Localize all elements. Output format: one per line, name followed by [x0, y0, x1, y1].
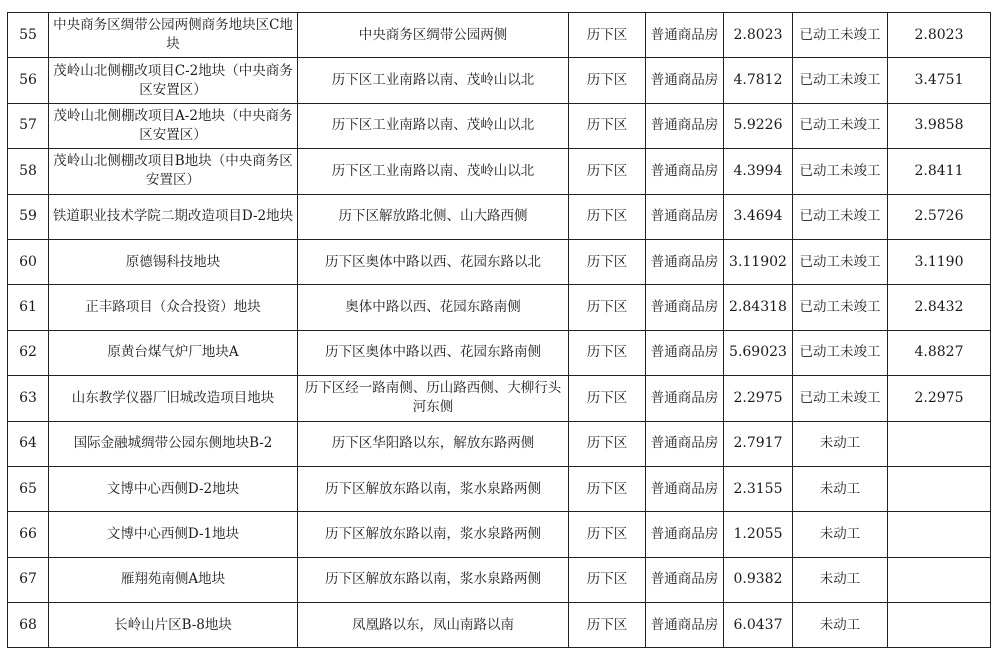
construction-status-cell: 已动工未竣工 — [793, 330, 888, 375]
district-cell: 历下区 — [569, 330, 646, 375]
row-number-cell: 67 — [8, 557, 49, 602]
district-cell: 历下区 — [569, 557, 646, 602]
row-number-cell: 55 — [8, 13, 49, 58]
housing-type-cell: 普通商品房 — [646, 421, 724, 466]
parcel-name-cell: 文博中心西侧D-2地块 — [49, 466, 298, 511]
area-secondary-cell: 2.5726 — [888, 194, 991, 239]
housing-type-cell: 普通商品房 — [646, 194, 724, 239]
area-cell: 3.4694 — [724, 194, 793, 239]
row-number-cell: 65 — [8, 466, 49, 511]
area-cell: 3.11902 — [724, 239, 793, 284]
parcel-name-cell: 长岭山片区B-8地块 — [49, 603, 298, 648]
location-cell: 历下区奥体中路以西、花园东路南侧 — [298, 330, 569, 375]
area-secondary-cell — [888, 466, 991, 511]
table-body — [8, 13, 991, 648]
parcel-name-cell: 茂岭山北侧棚改项目C-2地块（中央商务区安置区） — [49, 58, 298, 103]
area-cell: 2.2975 — [724, 376, 793, 421]
district-cell: 历下区 — [569, 58, 646, 103]
row-number-cell: 59 — [8, 194, 49, 239]
district-cell: 历下区 — [569, 421, 646, 466]
district-cell: 历下区 — [569, 285, 646, 330]
table-row — [8, 58, 991, 103]
housing-type-cell: 普通商品房 — [646, 512, 724, 557]
district-cell: 历下区 — [569, 376, 646, 421]
row-number-cell: 68 — [8, 603, 49, 648]
construction-status-cell: 未动工 — [793, 603, 888, 648]
parcel-name-cell: 茂岭山北侧棚改项目A-2地块（中央商务区安置区） — [49, 103, 298, 148]
area-secondary-cell — [888, 421, 991, 466]
housing-type-cell: 普通商品房 — [646, 103, 724, 148]
row-number-cell: 64 — [8, 421, 49, 466]
area-secondary-cell: 2.8432 — [888, 285, 991, 330]
parcel-name-cell: 原黄台煤气炉厂地块A — [49, 330, 298, 375]
district-cell: 历下区 — [569, 194, 646, 239]
table-row — [8, 239, 991, 284]
parcel-name-cell: 铁道职业技术学院二期改造项目D-2地块 — [49, 194, 298, 239]
parcel-name-cell: 文博中心西侧D-1地块 — [49, 512, 298, 557]
location-cell: 历下区解放东路以南，浆水泉路两侧 — [298, 557, 569, 602]
district-cell: 历下区 — [569, 13, 646, 58]
area-cell: 1.2055 — [724, 512, 793, 557]
area-cell: 4.7812 — [724, 58, 793, 103]
construction-status-cell: 已动工未竣工 — [793, 239, 888, 284]
row-number-cell: 57 — [8, 103, 49, 148]
district-cell: 历下区 — [569, 239, 646, 284]
district-cell: 历下区 — [569, 466, 646, 511]
location-cell: 历下区工业南路以南、茂岭山以北 — [298, 103, 569, 148]
area-cell: 2.8023 — [724, 13, 793, 58]
area-secondary-cell — [888, 603, 991, 648]
parcel-name-cell: 山东教学仪器厂旧城改造项目地块 — [49, 376, 298, 421]
housing-type-cell: 普通商品房 — [646, 285, 724, 330]
table-row — [8, 149, 991, 194]
construction-status-cell: 未动工 — [793, 557, 888, 602]
construction-status-cell: 已动工未竣工 — [793, 103, 888, 148]
table-row — [8, 376, 991, 421]
location-cell: 历下区经一路南侧、历山路西侧、大柳行头河东侧 — [298, 376, 569, 421]
row-number-cell: 60 — [8, 239, 49, 284]
construction-status-cell: 已动工未竣工 — [793, 194, 888, 239]
housing-type-cell: 普通商品房 — [646, 13, 724, 58]
housing-type-cell: 普通商品房 — [646, 466, 724, 511]
area-cell: 5.9226 — [724, 103, 793, 148]
construction-status-cell: 已动工未竣工 — [793, 149, 888, 194]
construction-status-cell: 已动工未竣工 — [793, 285, 888, 330]
location-cell: 历下区解放路北侧、山大路西侧 — [298, 194, 569, 239]
district-cell: 历下区 — [569, 103, 646, 148]
housing-type-cell: 普通商品房 — [646, 239, 724, 284]
parcel-name-cell: 原德锡科技地块 — [49, 239, 298, 284]
parcel-name-cell: 茂岭山北侧棚改项目B地块（中央商务区安置区） — [49, 149, 298, 194]
housing-type-cell: 普通商品房 — [646, 330, 724, 375]
area-secondary-cell: 3.9858 — [888, 103, 991, 148]
row-number-cell: 58 — [8, 149, 49, 194]
land-table-container — [7, 12, 991, 648]
table-row — [8, 103, 991, 148]
area-cell: 2.7917 — [724, 421, 793, 466]
area-secondary-cell: 2.8023 — [888, 13, 991, 58]
location-cell: 历下区解放东路以南，浆水泉路两侧 — [298, 512, 569, 557]
table-row — [8, 421, 991, 466]
area-cell: 5.69023 — [724, 330, 793, 375]
housing-type-cell: 普通商品房 — [646, 557, 724, 602]
parcel-name-cell: 国际金融城绸带公园东侧地块B-2 — [49, 421, 298, 466]
housing-type-cell: 普通商品房 — [646, 603, 724, 648]
area-cell: 6.0437 — [724, 603, 793, 648]
area-secondary-cell: 2.8411 — [888, 149, 991, 194]
construction-status-cell: 已动工未竣工 — [793, 13, 888, 58]
land-parcel-table — [7, 12, 991, 648]
district-cell: 历下区 — [569, 149, 646, 194]
district-cell: 历下区 — [569, 512, 646, 557]
table-row — [8, 466, 991, 511]
area-cell: 4.3994 — [724, 149, 793, 194]
housing-type-cell: 普通商品房 — [646, 376, 724, 421]
area-secondary-cell: 4.8827 — [888, 330, 991, 375]
table-row — [8, 13, 991, 58]
location-cell: 历下区解放东路以南，浆水泉路两侧 — [298, 466, 569, 511]
row-number-cell: 63 — [8, 376, 49, 421]
parcel-name-cell: 正丰路项目（众合投资）地块 — [49, 285, 298, 330]
table-row — [8, 512, 991, 557]
row-number-cell: 61 — [8, 285, 49, 330]
area-secondary-cell — [888, 557, 991, 602]
construction-status-cell: 未动工 — [793, 466, 888, 511]
row-number-cell: 62 — [8, 330, 49, 375]
table-row — [8, 557, 991, 602]
parcel-name-cell: 雁翔苑南侧A地块 — [49, 557, 298, 602]
area-secondary-cell: 3.1190 — [888, 239, 991, 284]
construction-status-cell: 已动工未竣工 — [793, 376, 888, 421]
parcel-name-cell: 中央商务区绸带公园两侧商务地块区C地块 — [49, 13, 298, 58]
construction-status-cell: 未动工 — [793, 421, 888, 466]
row-number-cell: 56 — [8, 58, 49, 103]
location-cell: 奥体中路以西、花园东路南侧 — [298, 285, 569, 330]
table-row — [8, 603, 991, 648]
district-cell: 历下区 — [569, 603, 646, 648]
construction-status-cell: 已动工未竣工 — [793, 58, 888, 103]
area-cell: 0.9382 — [724, 557, 793, 602]
location-cell: 历下区奥体中路以西、花园东路以北 — [298, 239, 569, 284]
area-cell: 2.84318 — [724, 285, 793, 330]
location-cell: 历下区华阳路以东，解放东路两侧 — [298, 421, 569, 466]
row-number-cell: 66 — [8, 512, 49, 557]
area-cell: 2.3155 — [724, 466, 793, 511]
location-cell: 凤凰路以东，凤山南路以南 — [298, 603, 569, 648]
table-row — [8, 285, 991, 330]
construction-status-cell: 未动工 — [793, 512, 888, 557]
housing-type-cell: 普通商品房 — [646, 58, 724, 103]
location-cell: 历下区工业南路以南、茂岭山以北 — [298, 149, 569, 194]
housing-type-cell: 普通商品房 — [646, 149, 724, 194]
table-row — [8, 194, 991, 239]
area-secondary-cell — [888, 512, 991, 557]
location-cell: 中央商务区绸带公园两侧 — [298, 13, 569, 58]
area-secondary-cell: 2.2975 — [888, 376, 991, 421]
table-row — [8, 330, 991, 375]
location-cell: 历下区工业南路以南、茂岭山以北 — [298, 58, 569, 103]
area-secondary-cell: 3.4751 — [888, 58, 991, 103]
